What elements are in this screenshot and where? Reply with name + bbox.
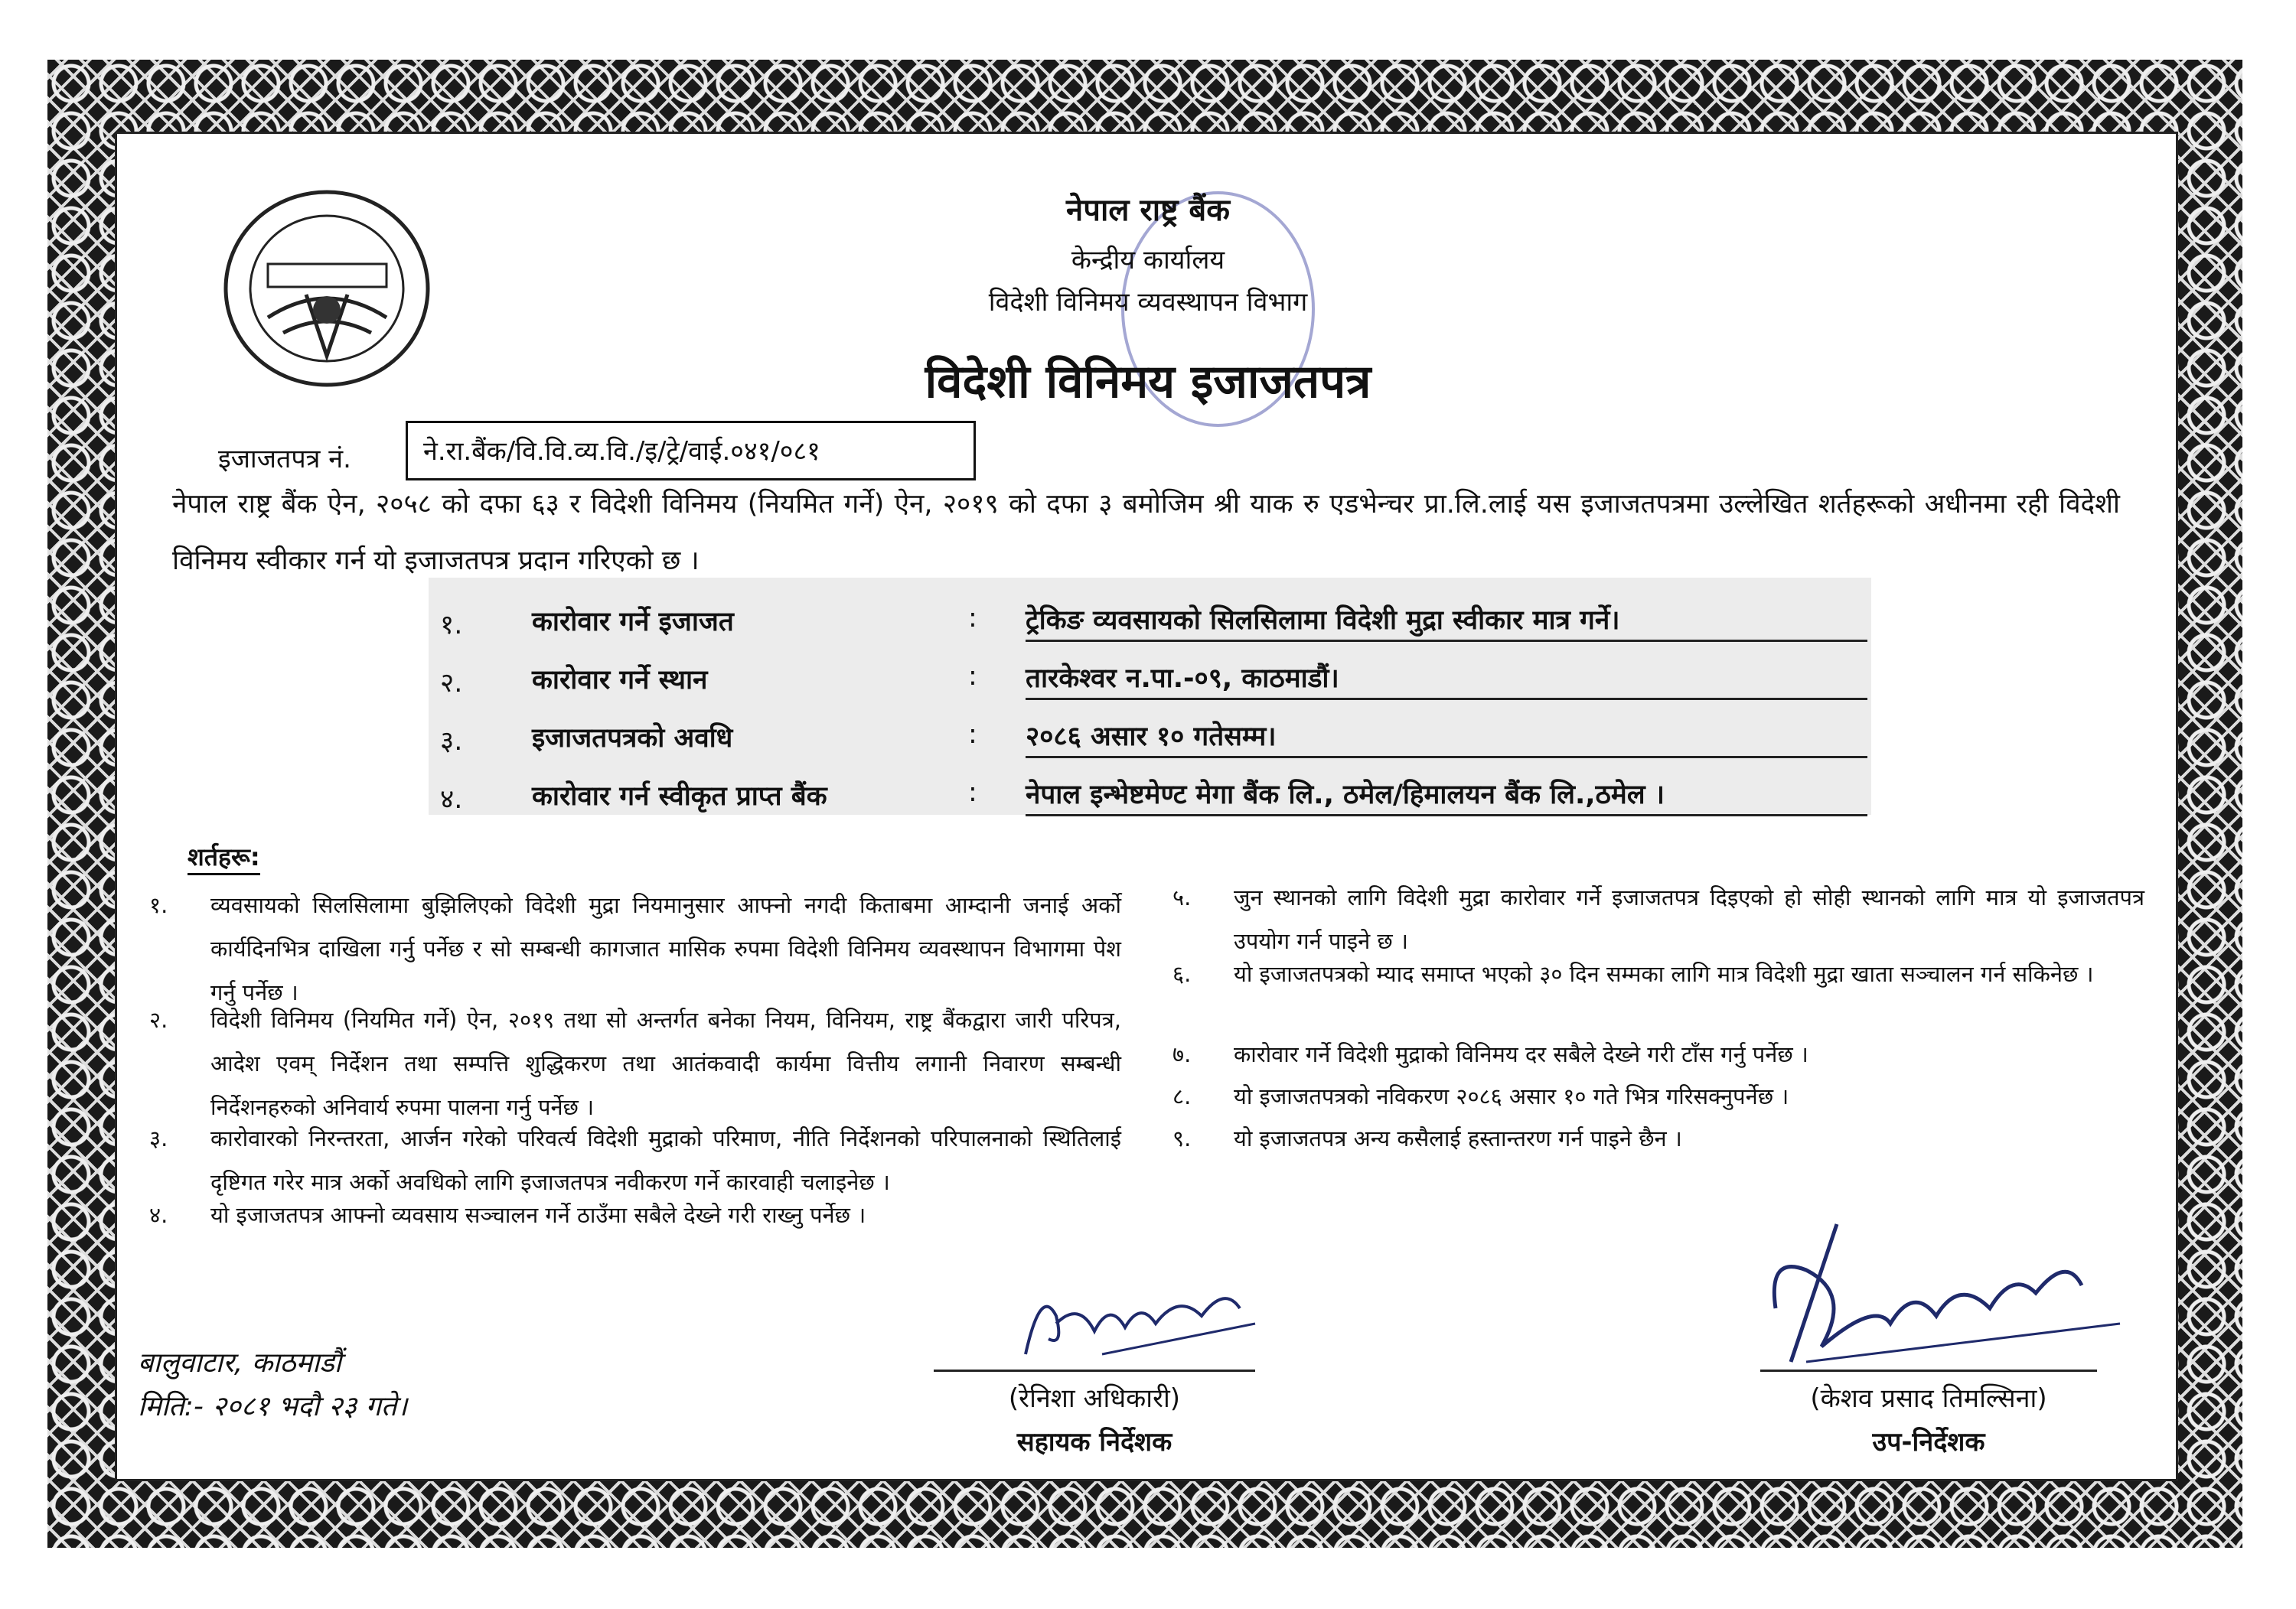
condition-item — [149, 1117, 1121, 1204]
signatory-1-name: (रेनिशा अधिकारी) — [1008, 1383, 1181, 1414]
condition-item — [1172, 1033, 2144, 1076]
detail-value: ट्रेकिङ व्यवसायको सिलसिलामा विदेशी मुद्रा स्वीकार मात्र गर्ने। — [1026, 601, 1867, 642]
signature-line-2 — [1760, 1370, 2097, 1372]
detail-colon: : — [968, 661, 977, 692]
intro-paragraph: नेपाल राष्ट्र बैंक ऐन, २०५८ को दफा ६३ र विदेशी विनिमय (नियमित गर्ने) ऐन, २०१९ को दफा ३ बमोजिम श्री याक रु एडभेन्चर प्रा.लि.लाई यस इजाजतपत्रमा उल्लेखित शर्तहरूको अधीनमा रही विदेशी विनिमय स्वीकार गर्न यो इजाजतपत्र प्रदान गरिएको छ । — [172, 489, 2120, 576]
detail-value: नेपाल इन्भेष्टमेण्ट मेगा बैंक लि., ठमेल/हिमालयन बैंक लि.,ठमेल । — [1026, 776, 1867, 816]
detail-label: कारोवार गर्ने इजाजत — [532, 607, 734, 637]
issue-date: मिति:- २०८१ भदौ २३ गते। — [138, 1391, 408, 1422]
condition-item — [149, 1194, 1121, 1237]
detail-label: कारोवार गर्न स्वीकृत प्राप्त बैंक — [532, 781, 827, 812]
detail-number: १. — [440, 610, 463, 640]
detail-row — [429, 764, 1871, 822]
condition-number: २. — [149, 1007, 168, 1033]
condition-text: जुन स्थानको लागि विदेशी मुद्रा कारोवार गर्ने इजाजतपत्र दिइएको हो सोही स्थानको लागि मात्र यो इजाजतपत्र उपयोग गर्न पाइने छ । — [1234, 884, 2144, 954]
detail-row — [429, 647, 1871, 705]
condition-text: व्यवसायको सिलसिलामा बुझिलिएको विदेशी मुद्रा नियमानुसार आफ्नो नगदी किताबमा आम्दानी जनाई अर्को कार्यदिनभित्र दाखिला गर्नु पर्नेछ र सो सम्बन्धी कागजात मासिक रुपमा विदेशी विनिमय व्यवस्थापन विभागमा पेश गर्नु पर्नेछ । — [210, 892, 1121, 1005]
issue-location: बालुवाटार, काठमाडौं — [138, 1347, 342, 1379]
detail-row — [429, 705, 1871, 764]
detail-colon: : — [968, 603, 977, 634]
office-name: केन्द्रीय कार्यालय — [1071, 245, 1225, 275]
signatory-2-title: उप-निर्देशक — [1872, 1427, 1985, 1458]
condition-item — [1172, 1117, 2144, 1161]
condition-number: १. — [149, 892, 168, 918]
condition-text: यो इजाजतपत्रको नविकरण २०८६ असार १० गते भित्र गरिसक्नुपर्नेछ । — [1234, 1083, 1789, 1109]
detail-row — [429, 589, 1871, 647]
condition-text: यो इजाजतपत्र अन्य कसैलाई हस्तान्तरण गर्न पाइने छैन । — [1234, 1125, 1682, 1151]
page-title: विदेशी विनिमय इजाजतपत्र — [925, 355, 1371, 409]
conditions-heading: शर्तहरू: — [188, 840, 260, 875]
detail-label: कारोवार गर्ने स्थान — [532, 665, 708, 695]
department-name: विदेशी विनिमय व्यवस्थापन विभाग — [988, 287, 1308, 318]
detail-value: तारकेश्वर न.पा.-०९, काठमाडौं। — [1026, 660, 1867, 700]
condition-number: ८. — [1172, 1083, 1192, 1109]
detail-colon: : — [968, 719, 977, 750]
detail-colon: : — [968, 777, 977, 808]
signature-2 — [1760, 1209, 2158, 1377]
detail-number: ३. — [440, 726, 463, 757]
condition-text: कारोवार गर्ने विदेशी मुद्राको विनिमय दर सबैले देख्ने गरी टाँस गर्नु पर्नेछ । — [1234, 1041, 1808, 1067]
signatory-2-name: (केशव प्रसाद तिमल्सिना) — [1810, 1383, 2047, 1414]
condition-number: ७. — [1172, 1041, 1192, 1067]
condition-number: ३. — [149, 1125, 168, 1151]
detail-label: इजाजतपत्रको अवधि — [532, 723, 733, 754]
condition-item — [1172, 1075, 2144, 1119]
signature-1 — [1010, 1255, 1270, 1370]
condition-number: ६. — [1172, 961, 1192, 987]
condition-number: ४. — [149, 1202, 168, 1228]
permit-number: ने.रा.बैंक/वि.वि.व्य.वि./इ/ट्रे/वाई.०४१/०८१ — [406, 421, 976, 480]
condition-text: विदेशी विनिमय (नियमित गर्ने) ऐन, २०१९ तथा सो अन्तर्गत बनेका नियम, विनियम, राष्ट्र बैंकद्वारा जारी परिपत्र, आदेश एवम् निर्देशन तथा सम्पत्ति शुद्धिकरण तथा आतंकवादी कार्यमा वित्तीय लगानी निवारण सम्बन्धी निर्देशनहरुको अनिवार्य रुपमा पालना गर्नु पर्नेछ । — [210, 1007, 1121, 1120]
condition-item — [149, 998, 1121, 1129]
signature-line-1 — [934, 1370, 1255, 1372]
condition-text: यो इजाजतपत्रको म्याद समाप्त भएको ३० दिन सम्मका लागि मात्र विदेशी मुद्रा खाता सञ्चालन गर्न सकिनेछ । — [1234, 961, 2094, 987]
condition-item — [149, 884, 1121, 1015]
signatory-1-title: सहायक निर्देशक — [1016, 1427, 1172, 1458]
detail-number: ४. — [440, 784, 463, 815]
condition-item — [1172, 876, 2144, 963]
bank-name: नेपाल राष्ट्र बैंक — [1066, 193, 1230, 228]
condition-text: यो इजाजतपत्र आफ्नो व्यवसाय सञ्चालन गर्ने ठाउँमा सबैले देख्ने गरी राख्नु पर्नेछ । — [210, 1202, 866, 1228]
condition-text: कारोवारको निरन्तरता, आर्जन गरेको परिवर्त्य विदेशी मुद्राको परिमाण, नीति निर्देशनको परिपालनाको स्थितिलाई दृष्टिगत गरेर मात्र अर्को अवधिको लागि इजाजतपत्र नवीकरण गर्ने कारवाही चलाइनेछ । — [210, 1125, 1121, 1195]
detail-value: २०८६ असार १० गतेसम्म। — [1026, 718, 1867, 758]
condition-number: ५. — [1172, 884, 1192, 910]
condition-item — [1172, 953, 2144, 996]
permit-number-label: इजाजतपत्र नं. — [218, 444, 351, 474]
condition-number: ९. — [1172, 1125, 1192, 1151]
detail-number: २. — [440, 668, 463, 699]
